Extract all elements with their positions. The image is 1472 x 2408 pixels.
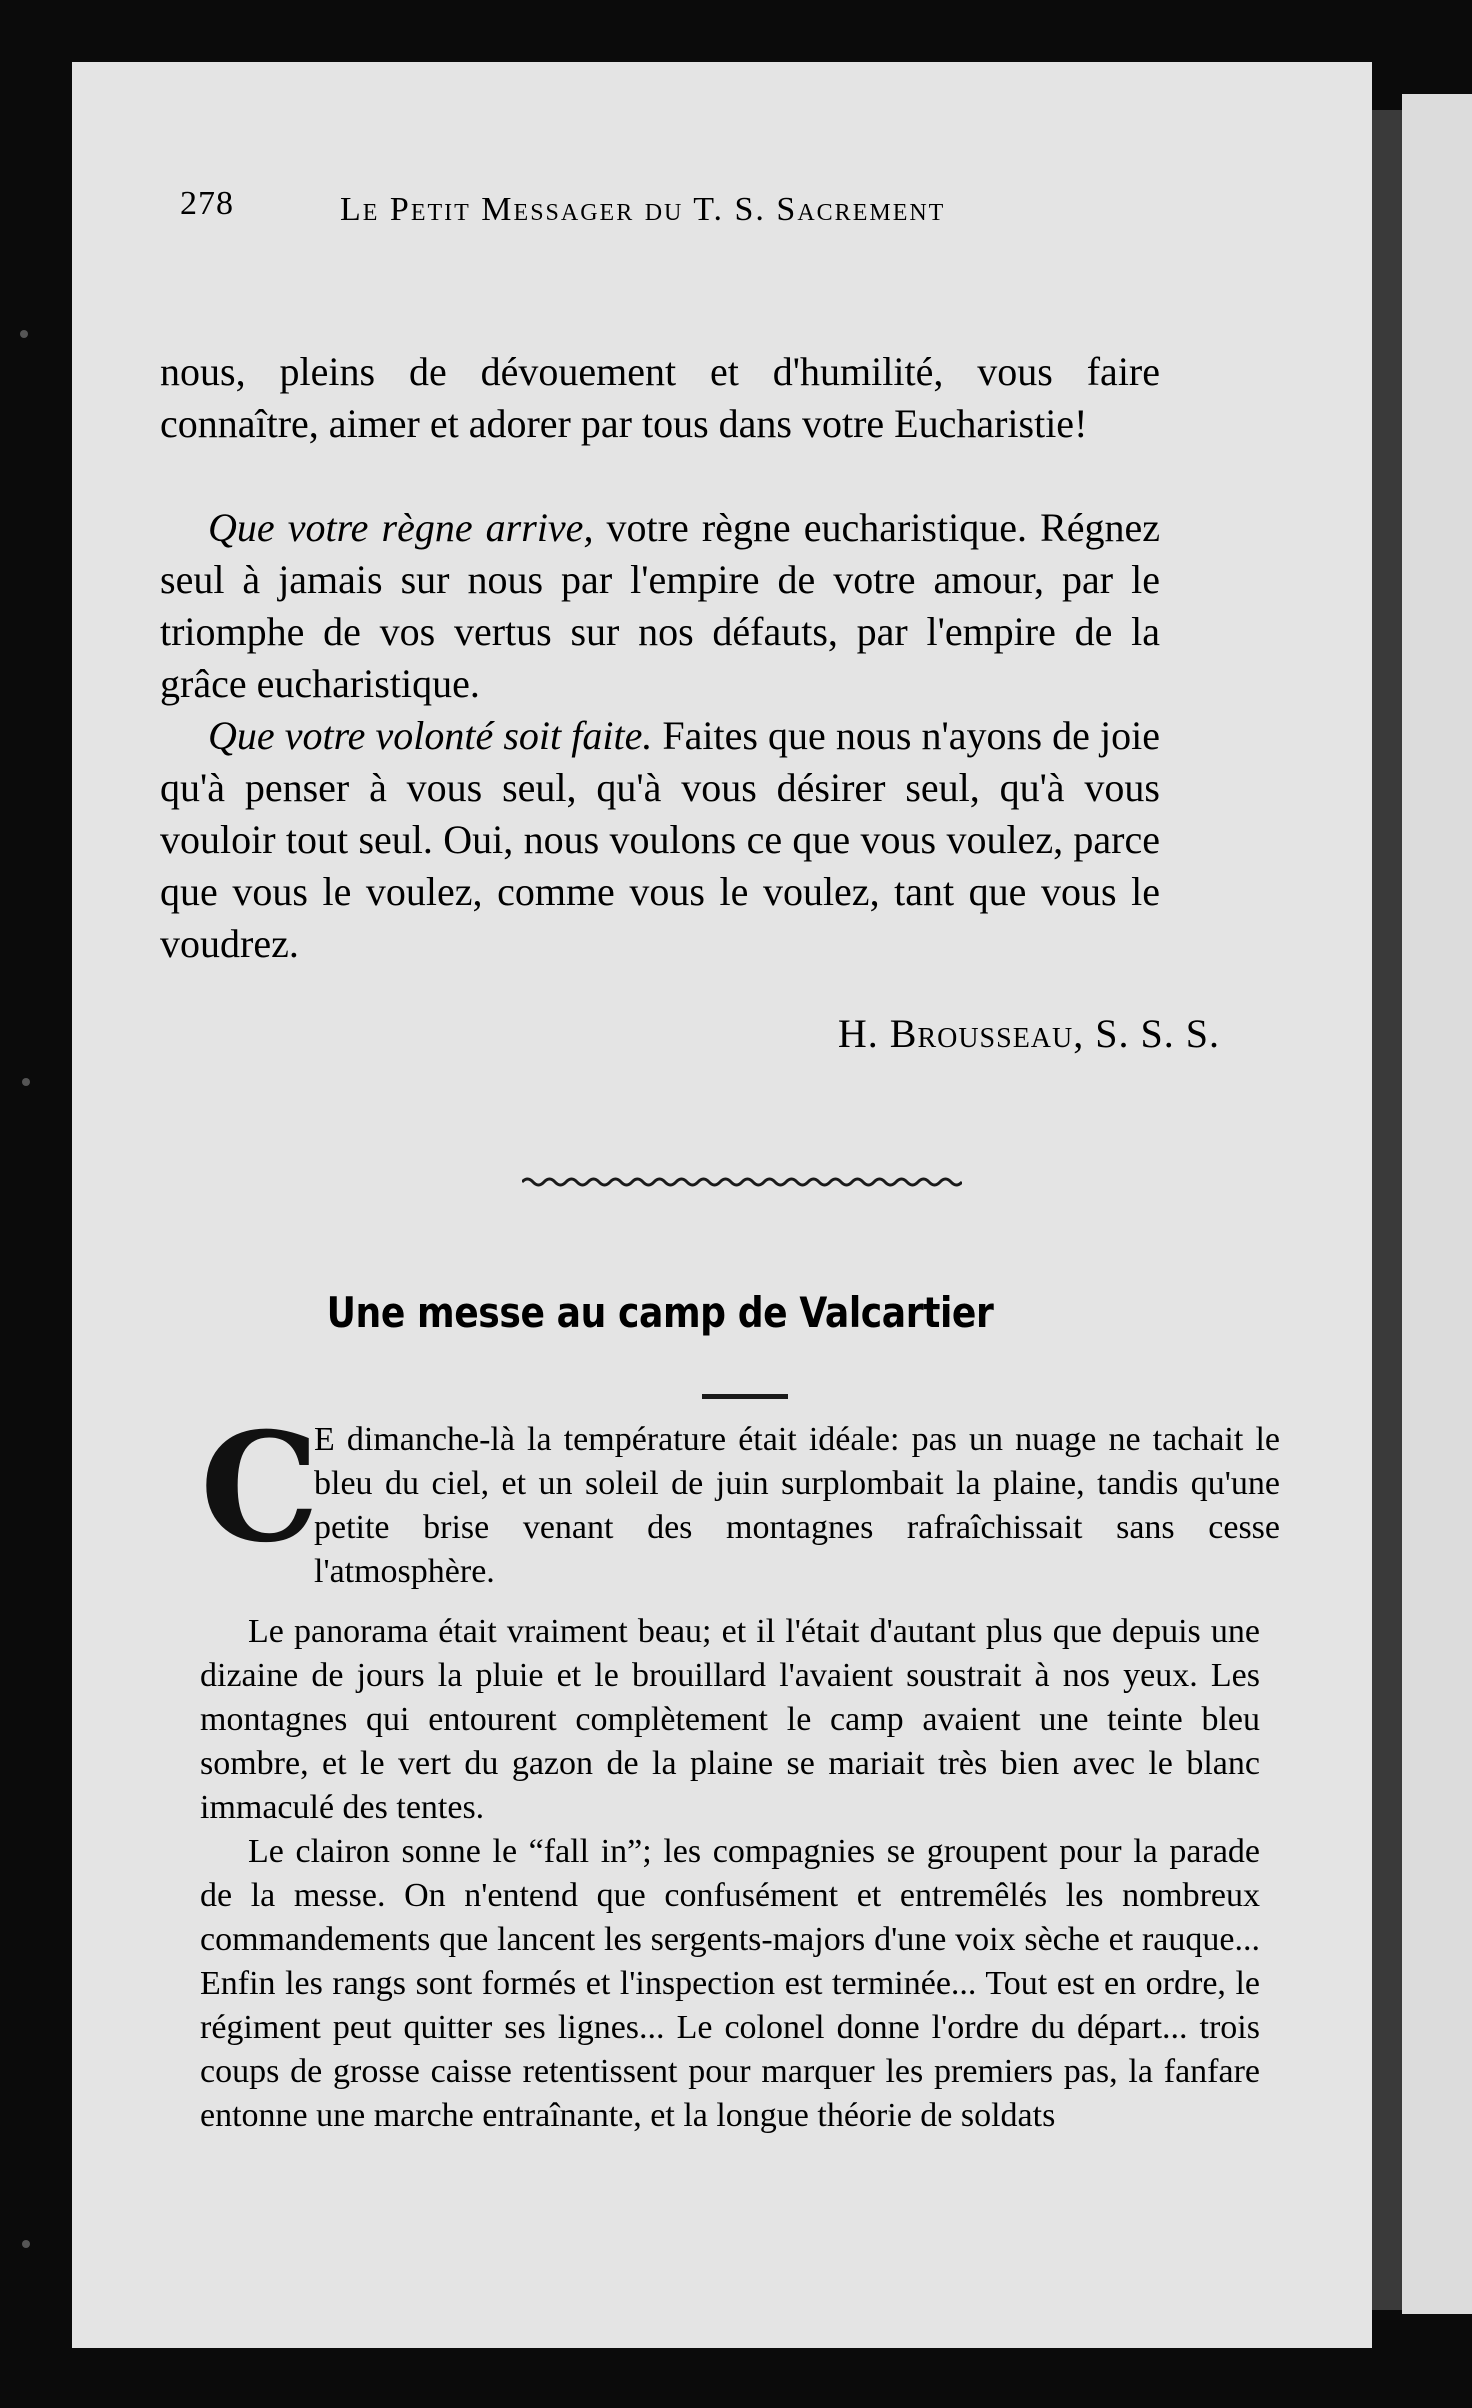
drop-cap: C [200,1400,320,1576]
prayer-paragraph-3-italic: Que votre volonté soit faite. [208,713,653,758]
adjacent-page-edge [1402,94,1472,2314]
article-paragraph-1-text: E dimanche-là la température était idéale: pas un nuage ne tachait le bleu du ciel, et un soleil de juin surplombait la plaine, tandis qu'une petite brise venant des montagnes rafraîchissait sans cesse l'atmosphère. [314,1421,1280,1590]
scan-speck [22,2240,30,2248]
article-title: Une messe au camp de Valcartier [326,1288,994,1337]
wavy-separator [522,1170,962,1194]
article-paragraph-1 [200,1400,1280,1594]
prayer-paragraph-2-text: votre règne eucharistique. Régnez seul à jamais sur nous par l'empire de votre amour, par le triomphe de vos vertus sur nos défauts, par l'empire de la grâce eucharistique. [160,505,1161,706]
prayer-paragraph-3-text: Faites que nous n'ayons de joie qu'à penser à vous seul, qu'à vous désirer seul, qu'à vous vouloir tout seul. Oui, nous voulons ce que vous voulez, parce que vous le voulez, comme vous le voulez, tant que vous le voudrez. [160,713,1160,966]
prayer-paragraph-1: nous, pleins de dévouement et d'humilité, vous faire connaître, aimer et adorer par tous dans votre Eucharistie! [160,349,1160,446]
running-title: Le Petit Messager du T. S. Sacrement [340,191,946,228]
article-paragraph-3: Le clairon sonne le “fall in”; les compagnies se groupent pour la parade de la messe. On n'entend que confusément et entremêlés les nombreux commandements que lancent les sergents-majors d'une voix sèche et rauque... Enfin les rangs sont formés et l'inspection est terminée... Tout est en ordre, le régiment peut quitter ses lignes... Le colonel donne l'ordre du départ... trois coups de grosse caisse retentissent pour marquer les premiers pas, la fanfare entonne une marche entraînante, et la longue théorie de soldats [200,1833,1260,2134]
binding-shadow [1372,110,1402,2310]
title-rule [702,1394,788,1399]
prayer-paragraph-3 [160,710,1160,970]
scan-speck [22,1078,30,1086]
prayer-paragraph-2-italic: Que votre règne arrive, [208,505,594,550]
article-paragraph-2: Le panorama était vraiment beau; et il l'était d'autant plus que depuis une dizaine de jours la pluie et le brouillard l'avaient soustrait à nos yeux. Les montagnes qui entourent complètement le camp avaient une teinte bleu sombre, et le vert du gazon de la plaine se mariait très bien avec le blanc immaculé des tentes. [200,1613,1260,1826]
prayer-paragraph-2 [160,502,1160,710]
page-number: 278 [180,185,234,222]
scan-speck [20,330,28,338]
author-signature: H. Brousseau, S. S. S. [837,1011,1220,1056]
